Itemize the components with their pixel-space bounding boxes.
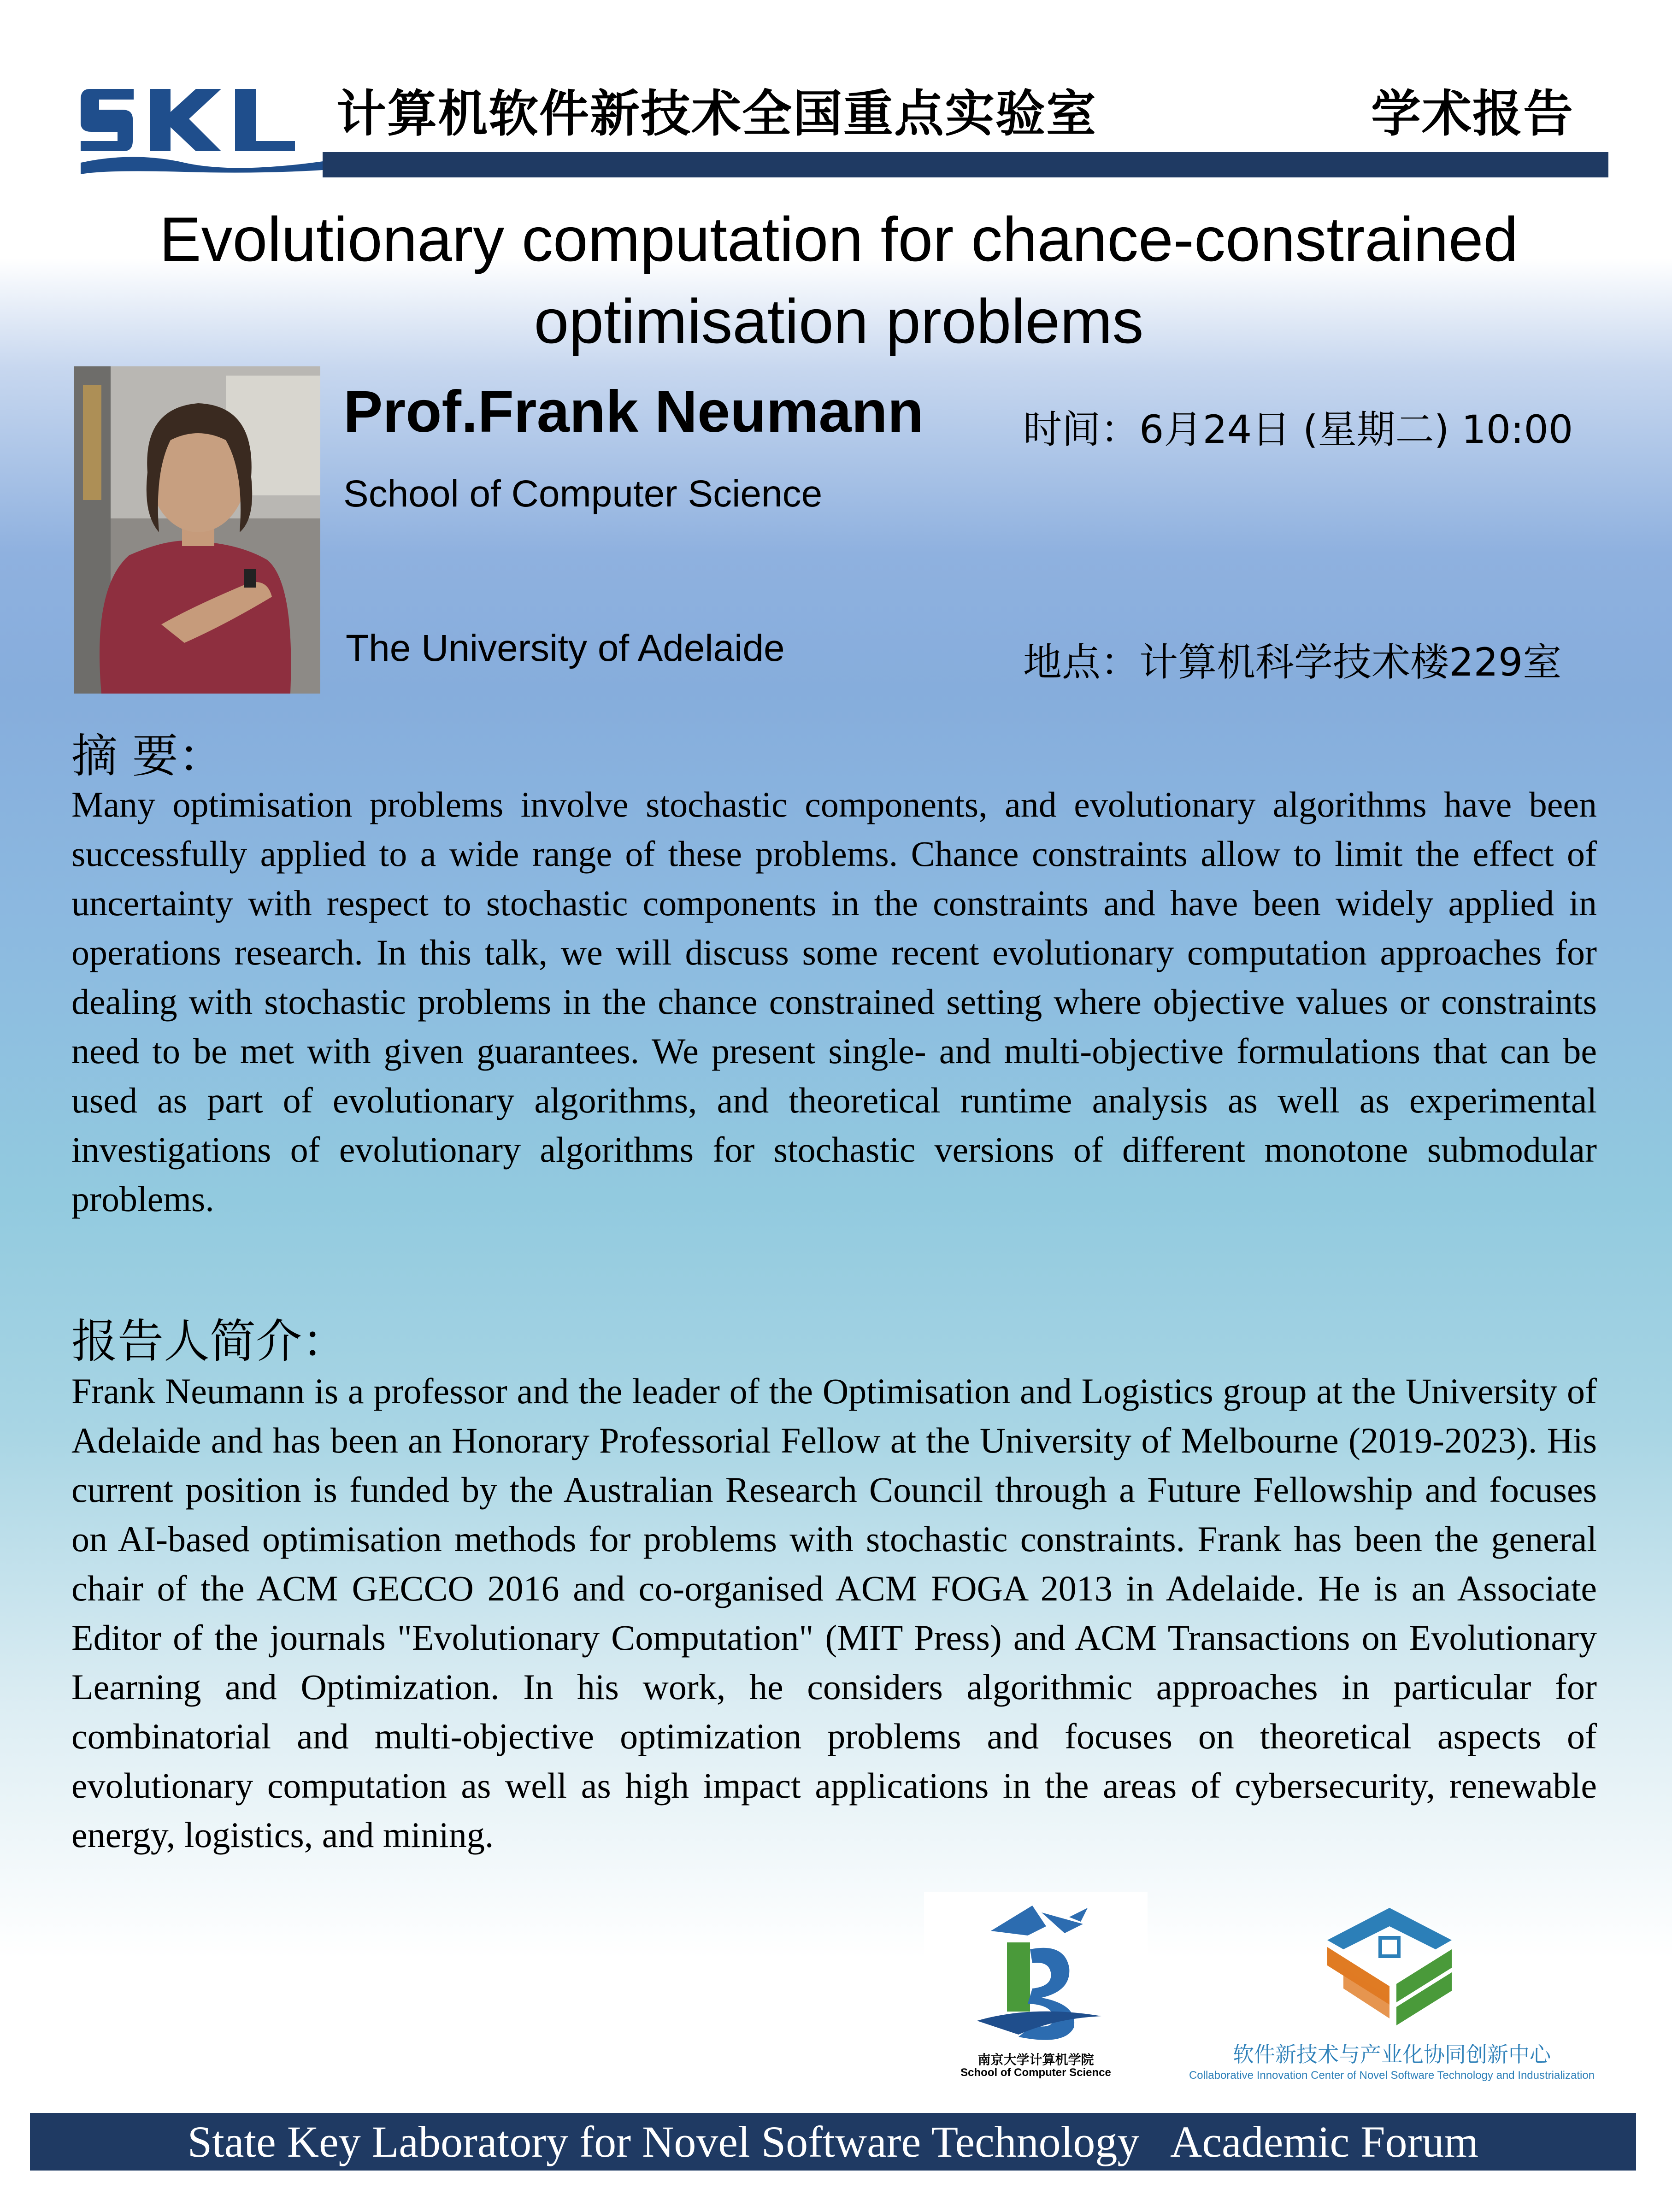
header-divider-bar (323, 152, 1608, 177)
abstract-text: Many optimisation problems involve stochastic components, and evolutionary algorithms have been successfully applied to a wide range of these problems. Chance constraints allow to limit the effect of uncertainty with respect to stochastic components in the constraints and have been widely applied in operations research. In this talk, we will discuss some recent evolutionary computation approaches for dealing with stochastic problems in the chance constrained setting where objective values or constraints need to be met with given guarantees. We present single- and multi-objective formulations that can be used as part of evolutionary algorithms, and theoretical runtime analysis as well as experimental investigations of evolutionary algorithms for stochastic versions of different monotone submodular problems. (71, 784, 1597, 1219)
njucs-logo (963, 1899, 1115, 2051)
speaker-name: Prof.Frank Neumann (343, 379, 924, 445)
njucs-name-en: School of Computer Science (960, 2066, 1111, 2079)
njucs-name-cn: 南京大学计算机学院 (977, 2052, 1094, 2067)
abstract-heading: 摘 要： (71, 729, 224, 783)
skl-logo (78, 82, 330, 181)
footer-text: State Key Laboratory for Novel Software Technology Academic Forum (187, 2117, 1479, 2166)
report-label: 学术报告 (1371, 85, 1574, 143)
center-name-en: Collaborative Innovation Center of Novel Software Technology and Industrialization (1189, 2069, 1595, 2082)
talk-time: 时间：6月24日 (星期二) 10:00 (1023, 407, 1573, 452)
center-name-cn: 软件新技术与产业化协同创新中心 (1233, 2042, 1551, 2067)
speaker-photo (74, 366, 320, 694)
talk-venue: 地点：计算机科学技术楼229室 (1023, 640, 1562, 685)
bio-heading: 报告人简介： (71, 1314, 348, 1368)
speaker-university: The University of Adelaide (346, 627, 785, 669)
speaker-department: School of Computer Science (343, 473, 823, 515)
talk-title: Evolutionary computation for chance-constrained optimisation problems (159, 204, 1519, 356)
collaborative-center-logo (1318, 1903, 1461, 2028)
lab-name: 计算机软件新技术全国重点实验室 (336, 85, 1097, 143)
bio-text: Frank Neumann is a professor and the leader of the Optimisation and Logistics group at the University of Adelaide and has been an Honorary Professorial Fellow at the University of Melbourne (2019-2023). His current position is funded by the Australian Research Council through a Future Fellowship and focuses on AI-based optimisation methods for problems with stochastic constraints. Frank has been the general chair of the ACM GECCO 2016 and co-organised ACM FOGA 2013 in Adelaide. He is an Associate Editor of the journals "Evolutionary Computation" (MIT Press) and ACM Transactions on Evolutionary Learning and Optimization. In his work, he considers algorithmic approaches in particular for combinatorial and multi-objective optimization problems and focuses on theoretical aspects of evolutionary computation as well as high impact applications in the areas of cybersecurity, renewable energy, logistics, and mining. (71, 1371, 1597, 1855)
